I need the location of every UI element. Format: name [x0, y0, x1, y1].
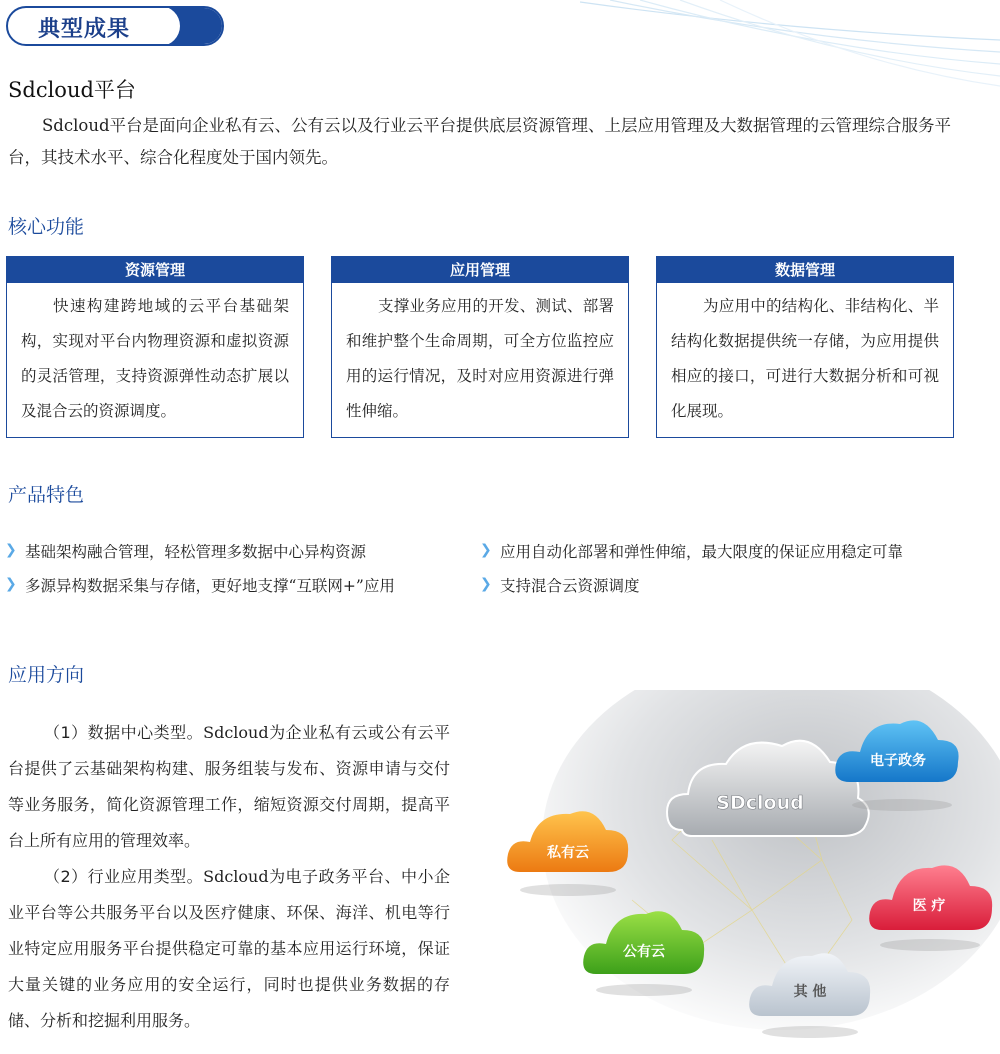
application-paragraph [8, 859, 450, 1039]
chevron-right-icon: ❯ [5, 542, 17, 558]
heading-core-functions: 核心功能 [8, 216, 85, 238]
applications-text [8, 715, 450, 1039]
tag-label: 典型成果 [38, 17, 131, 42]
card-data-management [656, 256, 954, 438]
product-title: Sdcloud平台 [8, 78, 136, 102]
application-lead: （1）数据中心类型。 [44, 723, 204, 742]
card-application-management [331, 256, 629, 438]
heading-features: 产品特色 [8, 484, 85, 506]
chevron-right-icon: ❯ [5, 576, 17, 592]
feature-text: 基础架构融合管理，轻松管理多数据中心异构资源 [25, 543, 367, 561]
card-title: 数据管理 [657, 257, 953, 283]
feature-item [5, 540, 366, 562]
chevron-right-icon: ❯ [480, 542, 492, 558]
cloud-label: 私有云 [547, 845, 589, 861]
cloud-illustration [492, 690, 1000, 1054]
card-text: 支撑业务应用的开发、测试、部署和维护整个生命周期，可全方位监控应用的运行情况，及时对应用资源进行弹性伸缩。 [346, 297, 614, 420]
feature-text: 支持混合云资源调度 [500, 577, 640, 595]
feature-text: 多源异构数据采集与存储，更好地支撑“互联网+”应用 [25, 577, 395, 595]
cloud-label: 电子政务 [870, 753, 926, 769]
application-text: Sdcloud为企业私有云或公有云平台提供了云基础架构构建、服务组装与发布、资源申请与交付等业务服务，简化资源管理工作，缩短资源交付周期，提高平台上所有应用的管理效率。 [8, 723, 450, 850]
decorative-wave-lines [580, 0, 1000, 90]
tag-accent [154, 6, 224, 46]
chevron-right-icon: ❯ [480, 576, 492, 592]
feature-text: 应用自动化部署和弹性伸缩，最大限度的保证应用稳定可靠 [500, 543, 904, 561]
card-text: 为应用中的结构化、非结构化、半结构化数据提供统一存储，为应用提供相应的接口，可进行大数据分析和可视化展现。 [671, 297, 939, 420]
section-tag [6, 6, 224, 46]
cloud-label: 公有云 [623, 944, 665, 960]
cloud-label: 其 他 [793, 984, 827, 1000]
cloud-label: 医 疗 [912, 898, 946, 914]
application-text: Sdcloud为电子政务平台、中小企业平台等公共服务平台以及医疗健康、环保、海洋、机电等行业特定应用服务平台提供稳定可靠的基本应用运行环境，保证大量关键的业务应用的安全运行，同时也提供业务数据的存储、分析和挖掘利用服务。 [8, 867, 450, 1030]
card-text: 快速构建跨地域的云平台基础架构，实现对平台内物理资源和虚拟资源的灵活管理，支持资源弹性动态扩展以及混合云的资源调度。 [21, 297, 289, 420]
heading-applications: 应用方向 [8, 664, 85, 686]
product-intro: Sdcloud平台是面向企业私有云、公有云以及行业云平台提供底层资源管理、上层应用管理及大数据管理的云管理综合服务平台，其技术水平、综合化程度处于国内领先。 [8, 116, 952, 167]
card-resource-management [6, 256, 304, 438]
feature-item [480, 540, 903, 562]
card-title: 资源管理 [7, 257, 303, 283]
application-lead: （2）行业应用类型。 [44, 867, 204, 886]
card-title: 应用管理 [332, 257, 628, 283]
center-label: SDcloud [716, 792, 804, 814]
feature-item [5, 574, 395, 596]
application-paragraph [8, 715, 450, 859]
feature-item [480, 574, 640, 596]
